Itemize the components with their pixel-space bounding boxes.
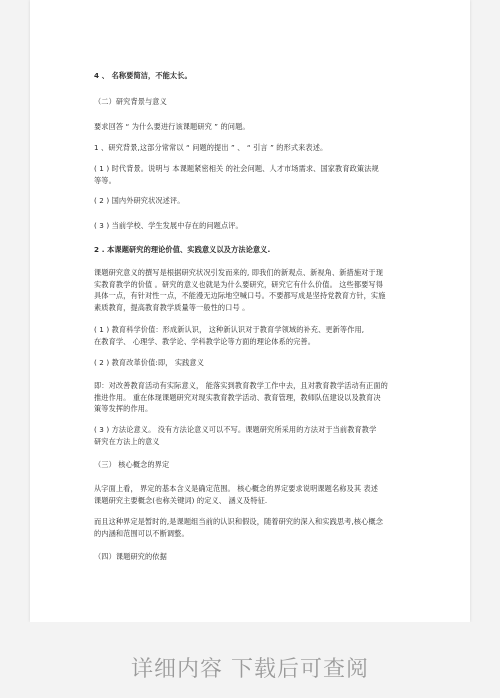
text-line: 具体一点，有针对性一点，不能漫无边际地空喊口号。不要都写成是坚持党教育方针，实施 <box>94 291 386 300</box>
section-heading-basis: （四）课题研究的依据 <box>94 552 167 561</box>
text-line: 素质教育，提高教育教学质量等一般性的口号 。 <box>94 302 250 312</box>
paragraph-significance <box>94 267 444 313</box>
paragraph-era-background <box>94 163 444 186</box>
item-name-concise: 4 、 名称要简洁，不能太长。 <box>94 71 192 80</box>
text-line: ( 2 ) 国内外研究状况述评。 <box>94 196 185 205</box>
text-line: 在教育学、 心理学、教学论、学科教学论等方面的理论体系的完善。 <box>94 336 316 346</box>
text-line: 推进作用。 重在体现课题研究对现实教育教学活动、教育管理，教师队伍建设以及教育决 <box>94 392 381 402</box>
text-line: 2 . 本课题研究的理论价值、实践意义以及方法论意义. <box>94 245 271 254</box>
text-line: 课题研究意义的撰写是根据研究状况引发而来的, 即我们的新观点、新视角、新措施对于现 <box>94 268 383 277</box>
text-line: 要求回答 “ 为什么要进行该课题研究 ” 的问题。 <box>94 122 250 131</box>
text-line: ( 2 ) 教育改革价值:即， 实践意义 <box>94 358 204 367</box>
section-heading-core-concepts: （三） 核心概念的界定 <box>94 460 170 469</box>
text-line: ( 1 ) 时代背景。说明与 本课题紧密相关 的社会问题、人才市场需求、国家教育政策法规 <box>94 164 379 173</box>
text-line: 课题研究主要概念(也称关键词) 的定义、 涵义及特征. <box>94 495 268 505</box>
paragraph-science-value <box>94 324 444 347</box>
download-prompt[interactable]: 详细内容 下载后可查阅 <box>131 657 369 682</box>
text-line: 策等发挥的作用。 <box>94 404 153 413</box>
document-page <box>30 0 470 622</box>
text-line: 研究在方法上的意义 <box>94 436 160 446</box>
paragraph-methodology <box>94 424 444 447</box>
text-line: 等等。 <box>94 175 116 185</box>
text-line: ( 1 ) 教育科学价值：形成新认识， 这种新认识对于教育学领域的补充、更新等作用, <box>94 325 365 334</box>
paragraph-definition <box>94 483 444 506</box>
text-line: ( 3 ) 方法论意义。 没有方法论意义可以不写。课题研究所采用的方法对于当前教育教学 <box>94 425 377 434</box>
section-heading-background: （二）研究背景与意义 <box>94 97 167 106</box>
text-line: 而且这种界定是暂时的,是课题组当前的认识和假设，随着研究的深入和实践思考,核心概念 <box>94 517 383 526</box>
text-line: 的内涵和范围可以不断调整。 <box>94 528 189 538</box>
text-line: 1 、研究背景,这部分常常以 “ 问题的提出 ” 、 “ 引言 ” 的形式来表述。 <box>94 143 328 152</box>
text-line: 实教育教学的价值 。研究的意义也就是为什么要研究，研究它有什么价值。 这些都要写得 <box>94 279 383 289</box>
text-line: 即：对改善教育活动有实际意义， 能落实到教育教学工作中去，且对教育教学活动有正面的 <box>94 381 388 390</box>
text-line: 从字面上看， 界定的基本含义是确定范围。 核心概念的界定要求说明课题名称及其 表述 <box>94 484 379 493</box>
text-line: ( 3 ) 当前学校、学生发展中存在的问题点评。 <box>94 221 243 230</box>
paragraph-temporary <box>94 516 444 539</box>
paragraph-practice <box>94 380 444 415</box>
